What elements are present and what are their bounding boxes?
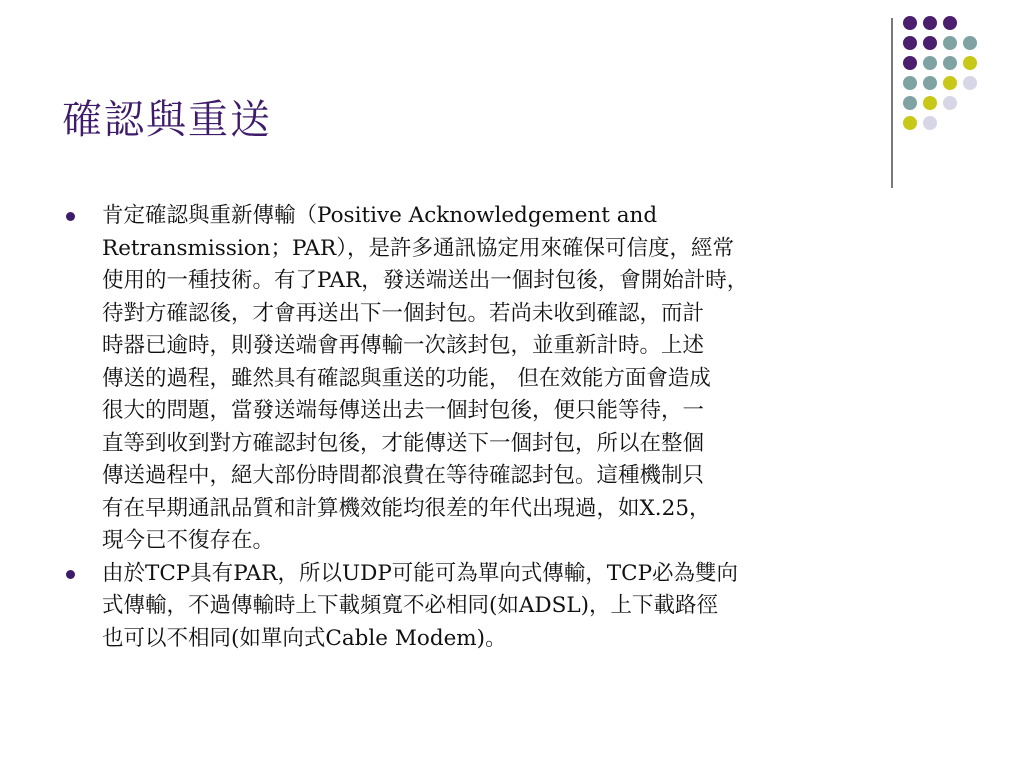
decorative-dot (963, 56, 977, 70)
decorative-dot (903, 16, 917, 30)
decorative-dot (923, 36, 937, 50)
decorative-dot (943, 36, 957, 50)
bullet-text-line: 有在早期通訊品質和計算機效能均很差的年代出現過，如X.25， (102, 495, 711, 521)
bullet-icon (66, 212, 75, 221)
decorative-dot (943, 16, 957, 30)
divider-line (891, 18, 893, 188)
decorative-dot (923, 76, 937, 90)
decorative-dot (943, 76, 957, 90)
bullet-text-line: 直等到收到對方確認封包後，才能傳送下一個封包，所以在整個 (102, 430, 705, 456)
bullet-text-line: 待對方確認後，才會再送出下一個封包。若尚未收到確認，而計 (102, 300, 705, 326)
decorative-dot (903, 56, 917, 70)
decorative-dot (903, 116, 917, 130)
bullet-item (62, 558, 1002, 656)
decorative-dot (943, 56, 957, 70)
slide-title: 確認與重送 (62, 97, 272, 143)
decorative-dot (943, 96, 957, 110)
decorative-dot (923, 96, 937, 110)
bullet-text-line: 傳送的過程，雖然具有確認與重送的功能， 但在效能方面會造成 (102, 365, 711, 391)
decorative-dot (923, 116, 937, 130)
decorative-dot (923, 16, 937, 30)
bullet-icon (66, 570, 75, 579)
decorative-dot (963, 36, 977, 50)
bullet-text-line: 式傳輸，不過傳輸時上下載頻寬不必相同(如ADSL)，上下載路徑 (102, 593, 719, 618)
slide-body (62, 200, 1002, 655)
bullet-text-line: 很大的問題，當發送端每傳送出去一個封包後，便只能等待，一 (102, 398, 705, 423)
decorative-dot (903, 36, 917, 50)
decorative-dot (903, 96, 917, 110)
bullet-text-line: 傳送過程中，絕大部份時間都浪費在等待確認封包。這種機制只 (102, 463, 705, 488)
bullet-text-line: 肯定確認與重新傳輸（Positive Acknowledgement and (102, 203, 658, 228)
bullet-text-line: 由於TCP具有PAR，所以UDP可能可為單向式傳輸，TCP必為雙向 (102, 560, 739, 586)
bullet-text-line: 時器已逾時，則發送端會再傳輸一次該封包，並重新計時。上述 (102, 333, 705, 358)
bullet-text-line: 使用的一種技術。有了PAR，發送端送出一個封包後，會開始計時， (102, 268, 749, 293)
decorative-dot (963, 76, 977, 90)
bullet-text-line: 現今已不復存在。 (102, 528, 275, 553)
bullet-text-line: Retransmission；PAR），是許多通訊協定用來確保可信度，經常 (102, 235, 734, 261)
bullet-text-line: 也可以不相同(如單向式Cable Modem)。 (102, 625, 507, 651)
bullet-item (62, 200, 1002, 558)
decorative-dot (923, 56, 937, 70)
decorative-dot (903, 76, 917, 90)
